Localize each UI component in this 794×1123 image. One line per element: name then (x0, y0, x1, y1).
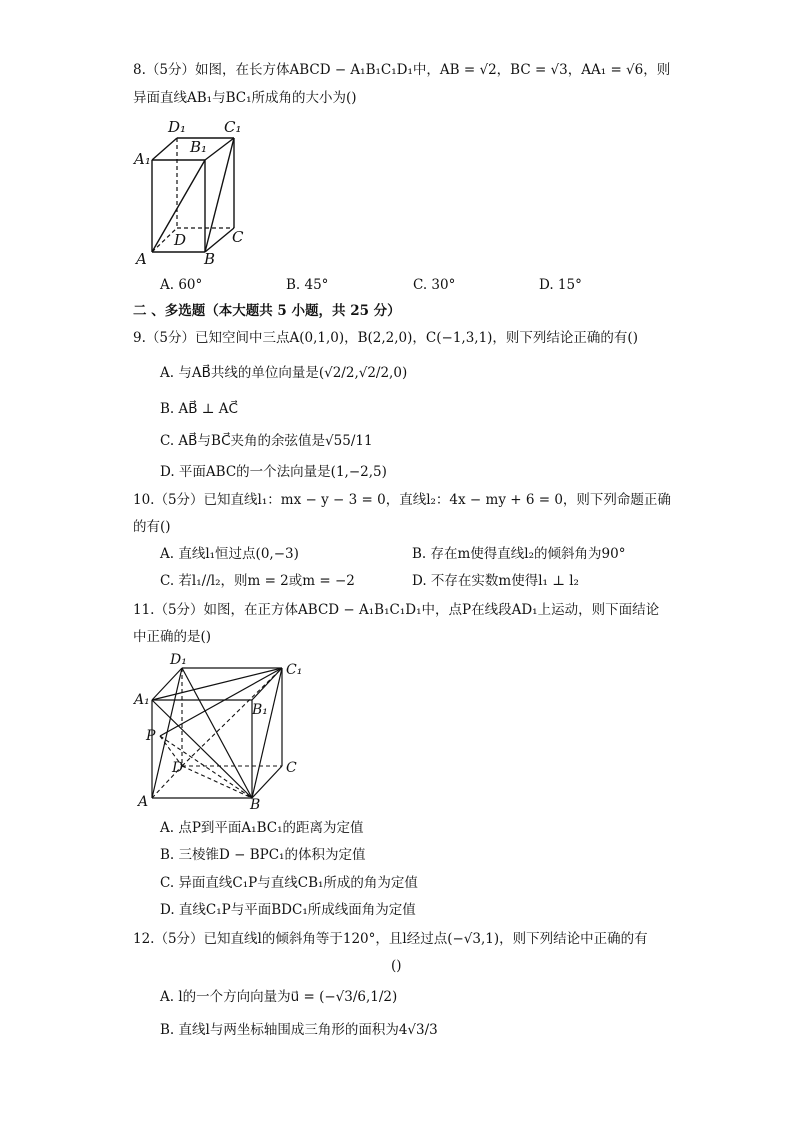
q10-option-a: A. 直线l₁恒过点(0,−3) (160, 546, 299, 562)
q11-label-b1: B₁ (252, 702, 268, 718)
q9-option-d: D. 平面ABC的一个法向量是(1,−2,5) (160, 464, 387, 480)
q9-stem: 9.（5分）已知空间中三点A(0,1,0)，B(2,2,0)，C(−1,3,1)，则下列结论正确的有() (133, 330, 638, 346)
q10-option-d: D. 不存在实数m使得l₁ ⊥ l₂ (412, 573, 579, 589)
q11-label-c: C (286, 760, 297, 776)
q11-label-a1: A₁ (134, 692, 150, 708)
q8-label-b1: B₁ (190, 138, 208, 156)
q11-option-d: D. 直线C₁P与平面BDC₁所成线面角为定值 (160, 902, 416, 918)
q8-label-c1: C₁ (224, 118, 242, 136)
q12-option-a: A. l的一个方向向量为u⃗ = (−√3/6,1/2) (160, 989, 398, 1005)
q8-label-a: A (136, 250, 147, 268)
q8-label-d: D (174, 231, 187, 249)
q11-stem-line1: 11.（5分）如图，在正方体ABCD − A₁B₁C₁D₁中，点P在线段AD₁上运动，则下面结论 (133, 602, 660, 618)
q11-label-p: P (146, 728, 156, 744)
q9-option-b: B. AB⃗ ⊥ AC⃗ (160, 401, 238, 417)
q11-option-b: B. 三棱锥D − BPC₁的体积为定值 (160, 847, 366, 863)
section-multiple-choice-heading: 二 、多选题（本大题共 5 小题，共 25 分） (133, 303, 401, 319)
q8-cuboid-figure (130, 112, 270, 272)
q8-stem-line2: 异面直线AB₁与BC₁所成角的大小为() (133, 90, 357, 106)
q11-option-a: A. 点P到平面A₁BC₁的距离为定值 (160, 820, 364, 836)
q11-option-c: C. 异面直线C₁P与直线CB₁所成的角为定值 (160, 875, 418, 891)
q8-option-d: D. 15° (539, 277, 582, 293)
q11-label-d1: D₁ (170, 652, 187, 668)
q8-edge-bc (205, 228, 234, 252)
q12-stem-line1: 12.（5分）已知直线l的倾斜角等于120°，且l经过点(−√3,1)，则下列结论中正确的有 (133, 931, 648, 947)
q11-cube-figure (130, 650, 310, 810)
q8-label-a1: A₁ (134, 150, 151, 168)
q10-stem-line1: 10.（5分）已知直线l₁：mx − y − 3 = 0，直线l₂：4x − my + 6 = 0，则下列命题正确 (133, 492, 671, 508)
q11-stem-line2: 中正确的是() (133, 629, 212, 645)
q8-edge-a1d1 (152, 138, 177, 160)
q10-option-c: C. 若l₁//l₂，则m = 2或m = −2 (160, 573, 355, 589)
q10-option-b: B. 存在m使得直线l₂的倾斜角为90° (412, 546, 626, 562)
q8-diag-bc1 (205, 138, 234, 252)
q11-label-a: A (138, 794, 149, 810)
q8-option-a: A. 60° (160, 277, 203, 293)
q11-label-c1: C₁ (286, 662, 303, 678)
q8-option-c: C. 30° (413, 277, 456, 293)
q11-label-b: B (250, 797, 261, 810)
q8-option-b: B. 45° (286, 277, 329, 293)
q11-label-d: D (172, 760, 184, 776)
q10-stem-line2: 的有() (133, 519, 171, 535)
q8-label-d1: D₁ (168, 118, 187, 136)
q8-label-c: C (232, 228, 244, 246)
q12-stem-line2: () (391, 958, 402, 974)
q12-option-b: B. 直线l与两坐标轴围成三角形的面积为4√3/3 (160, 1022, 438, 1038)
q8-stem-line1: 8.（5分）如图，在长方体ABCD − A₁B₁C₁D₁中，AB = √2，BC = √3，AA₁ = √6，则 (133, 62, 671, 78)
q9-option-c: C. AB⃗与BC⃗夹角的余弦值是√55/11 (160, 433, 373, 449)
q9-option-a: A. 与AB⃗共线的单位向量是(√2/2,√2/2,0) (160, 365, 408, 381)
q8-label-b: B (204, 250, 216, 268)
